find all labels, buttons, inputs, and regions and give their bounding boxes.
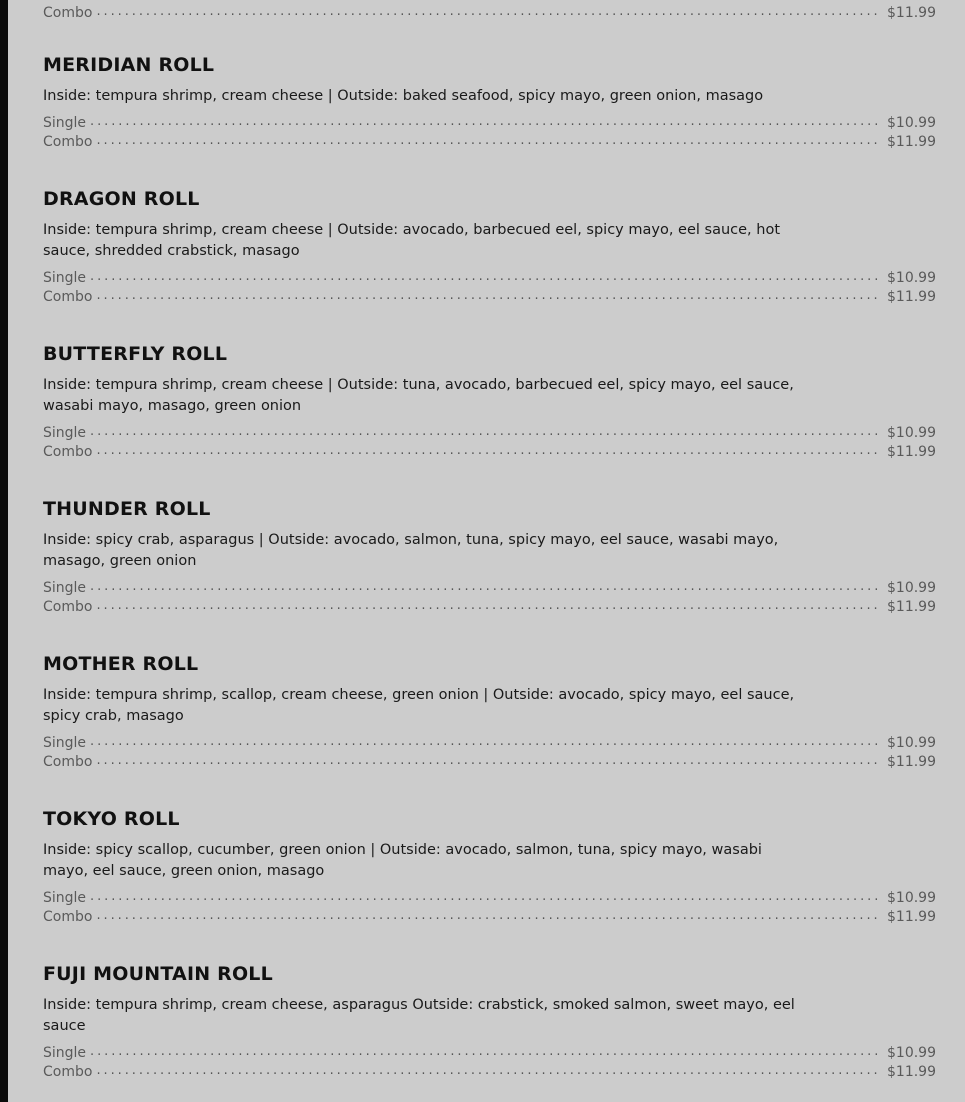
single-price: $10.99 bbox=[887, 890, 936, 906]
dot-leader bbox=[96, 753, 881, 772]
dot-leader bbox=[96, 443, 881, 462]
dot-leader bbox=[96, 598, 881, 617]
previous-item-prices bbox=[43, 2, 936, 23]
menu-item-fuji-mountain-roll bbox=[43, 962, 936, 1082]
menu-item-butterfly-roll bbox=[43, 342, 936, 462]
dot-leader bbox=[90, 579, 881, 598]
single-label: Single bbox=[43, 580, 87, 596]
combo-price: $11.99 bbox=[887, 134, 936, 150]
single-price: $10.99 bbox=[887, 1045, 936, 1061]
item-title: MERIDIAN ROLL bbox=[43, 54, 215, 76]
combo-row bbox=[43, 908, 936, 927]
item-description: Inside: spicy crab, asparagus | Outside: avocado, salmon, tuna, spicy mayo, eel sauce, wasabi mayo, masago, green onion bbox=[43, 532, 779, 569]
item-title: FUJI MOUNTAIN ROLL bbox=[43, 963, 273, 985]
single-price: $10.99 bbox=[887, 270, 936, 286]
item-prices bbox=[43, 269, 936, 307]
item-description: Inside: tempura shrimp, scallop, cream cheese, green onion | Outside: avocado, spicy mayo, eel sauce, spicy crab, masago bbox=[43, 687, 795, 724]
combo-price: $11.99 bbox=[887, 1064, 936, 1080]
menu-item-dragon-roll bbox=[43, 187, 936, 307]
single-row bbox=[43, 1044, 936, 1063]
menu-item-thunder-roll bbox=[43, 497, 936, 617]
dot-leader bbox=[96, 133, 881, 152]
single-label: Single bbox=[43, 735, 87, 751]
item-title: BUTTERFLY ROLL bbox=[43, 343, 228, 365]
combo-row bbox=[43, 133, 936, 152]
dot-leader bbox=[96, 4, 881, 23]
combo-label: Combo bbox=[43, 444, 93, 460]
combo-label: Combo bbox=[43, 134, 93, 150]
single-label: Single bbox=[43, 425, 87, 441]
combo-row bbox=[43, 598, 936, 617]
single-row bbox=[43, 424, 936, 443]
combo-price: $11.99 bbox=[887, 289, 936, 305]
single-price: $10.99 bbox=[887, 425, 936, 441]
combo-price: $11.99 bbox=[887, 909, 936, 925]
single-price: $10.99 bbox=[887, 580, 936, 596]
single-price: $10.99 bbox=[887, 735, 936, 751]
combo-label: Combo bbox=[43, 754, 93, 770]
single-row bbox=[43, 889, 936, 908]
item-prices bbox=[43, 424, 936, 462]
single-row bbox=[43, 734, 936, 753]
item-prices bbox=[43, 734, 936, 772]
combo-row bbox=[43, 1063, 936, 1082]
single-row bbox=[43, 114, 936, 133]
combo-label: Combo bbox=[43, 599, 93, 615]
combo-price: $11.99 bbox=[887, 599, 936, 615]
dot-leader bbox=[90, 269, 881, 288]
single-row bbox=[43, 269, 936, 288]
menu-item-mother-roll bbox=[43, 652, 936, 772]
item-prices bbox=[43, 579, 936, 617]
item-description: Inside: tempura shrimp, cream cheese | Outside: baked seafood, spicy mayo, green onion, masago bbox=[43, 88, 764, 104]
combo-label: Combo bbox=[43, 289, 93, 305]
combo-price: $11.99 bbox=[887, 5, 936, 21]
single-label: Single bbox=[43, 115, 87, 131]
dot-leader bbox=[90, 889, 881, 908]
item-description: Inside: tempura shrimp, cream cheese | Outside: avocado, barbecued eel, spicy mayo, eel sauce, hot sauce, shredded crabstick, masago bbox=[43, 222, 781, 259]
item-description: Inside: tempura shrimp, cream cheese | Outside: tuna, avocado, barbecued eel, spicy mayo, eel sauce, wasabi mayo, masago, green onion bbox=[43, 377, 794, 414]
dot-leader bbox=[96, 1063, 881, 1082]
dot-leader bbox=[90, 114, 881, 133]
dot-leader bbox=[96, 908, 881, 927]
combo-row bbox=[43, 753, 936, 772]
combo-label: Combo bbox=[43, 5, 93, 21]
item-description: Inside: tempura shrimp, cream cheese, asparagus Outside: crabstick, smoked salmon, sweet mayo, eel sauce bbox=[43, 997, 795, 1034]
item-title: DRAGON ROLL bbox=[43, 188, 200, 210]
single-row bbox=[43, 579, 936, 598]
single-label: Single bbox=[43, 890, 87, 906]
previous-combo-row bbox=[43, 4, 936, 23]
dot-leader bbox=[96, 288, 881, 307]
item-prices bbox=[43, 889, 936, 927]
left-edge-bar bbox=[0, 0, 8, 1102]
combo-label: Combo bbox=[43, 1064, 93, 1080]
item-prices bbox=[43, 1044, 936, 1082]
combo-row bbox=[43, 288, 936, 307]
menu-item-tokyo-roll bbox=[43, 807, 936, 927]
dot-leader bbox=[90, 424, 881, 443]
single-label: Single bbox=[43, 1045, 87, 1061]
combo-price: $11.99 bbox=[887, 444, 936, 460]
dot-leader bbox=[90, 1044, 881, 1063]
item-title: TOKYO ROLL bbox=[43, 808, 180, 830]
dot-leader bbox=[90, 734, 881, 753]
combo-row bbox=[43, 443, 936, 462]
menu-item-meridian-roll bbox=[43, 53, 936, 152]
item-description: Inside: spicy scallop, cucumber, green onion | Outside: avocado, salmon, tuna, spicy mayo, wasabi mayo, eel sauce, green onion, masago bbox=[43, 842, 762, 879]
item-prices bbox=[43, 114, 936, 152]
single-price: $10.99 bbox=[887, 115, 936, 131]
item-title: THUNDER ROLL bbox=[43, 498, 211, 520]
combo-label: Combo bbox=[43, 909, 93, 925]
combo-price: $11.99 bbox=[887, 754, 936, 770]
item-title: MOTHER ROLL bbox=[43, 653, 199, 675]
single-label: Single bbox=[43, 270, 87, 286]
